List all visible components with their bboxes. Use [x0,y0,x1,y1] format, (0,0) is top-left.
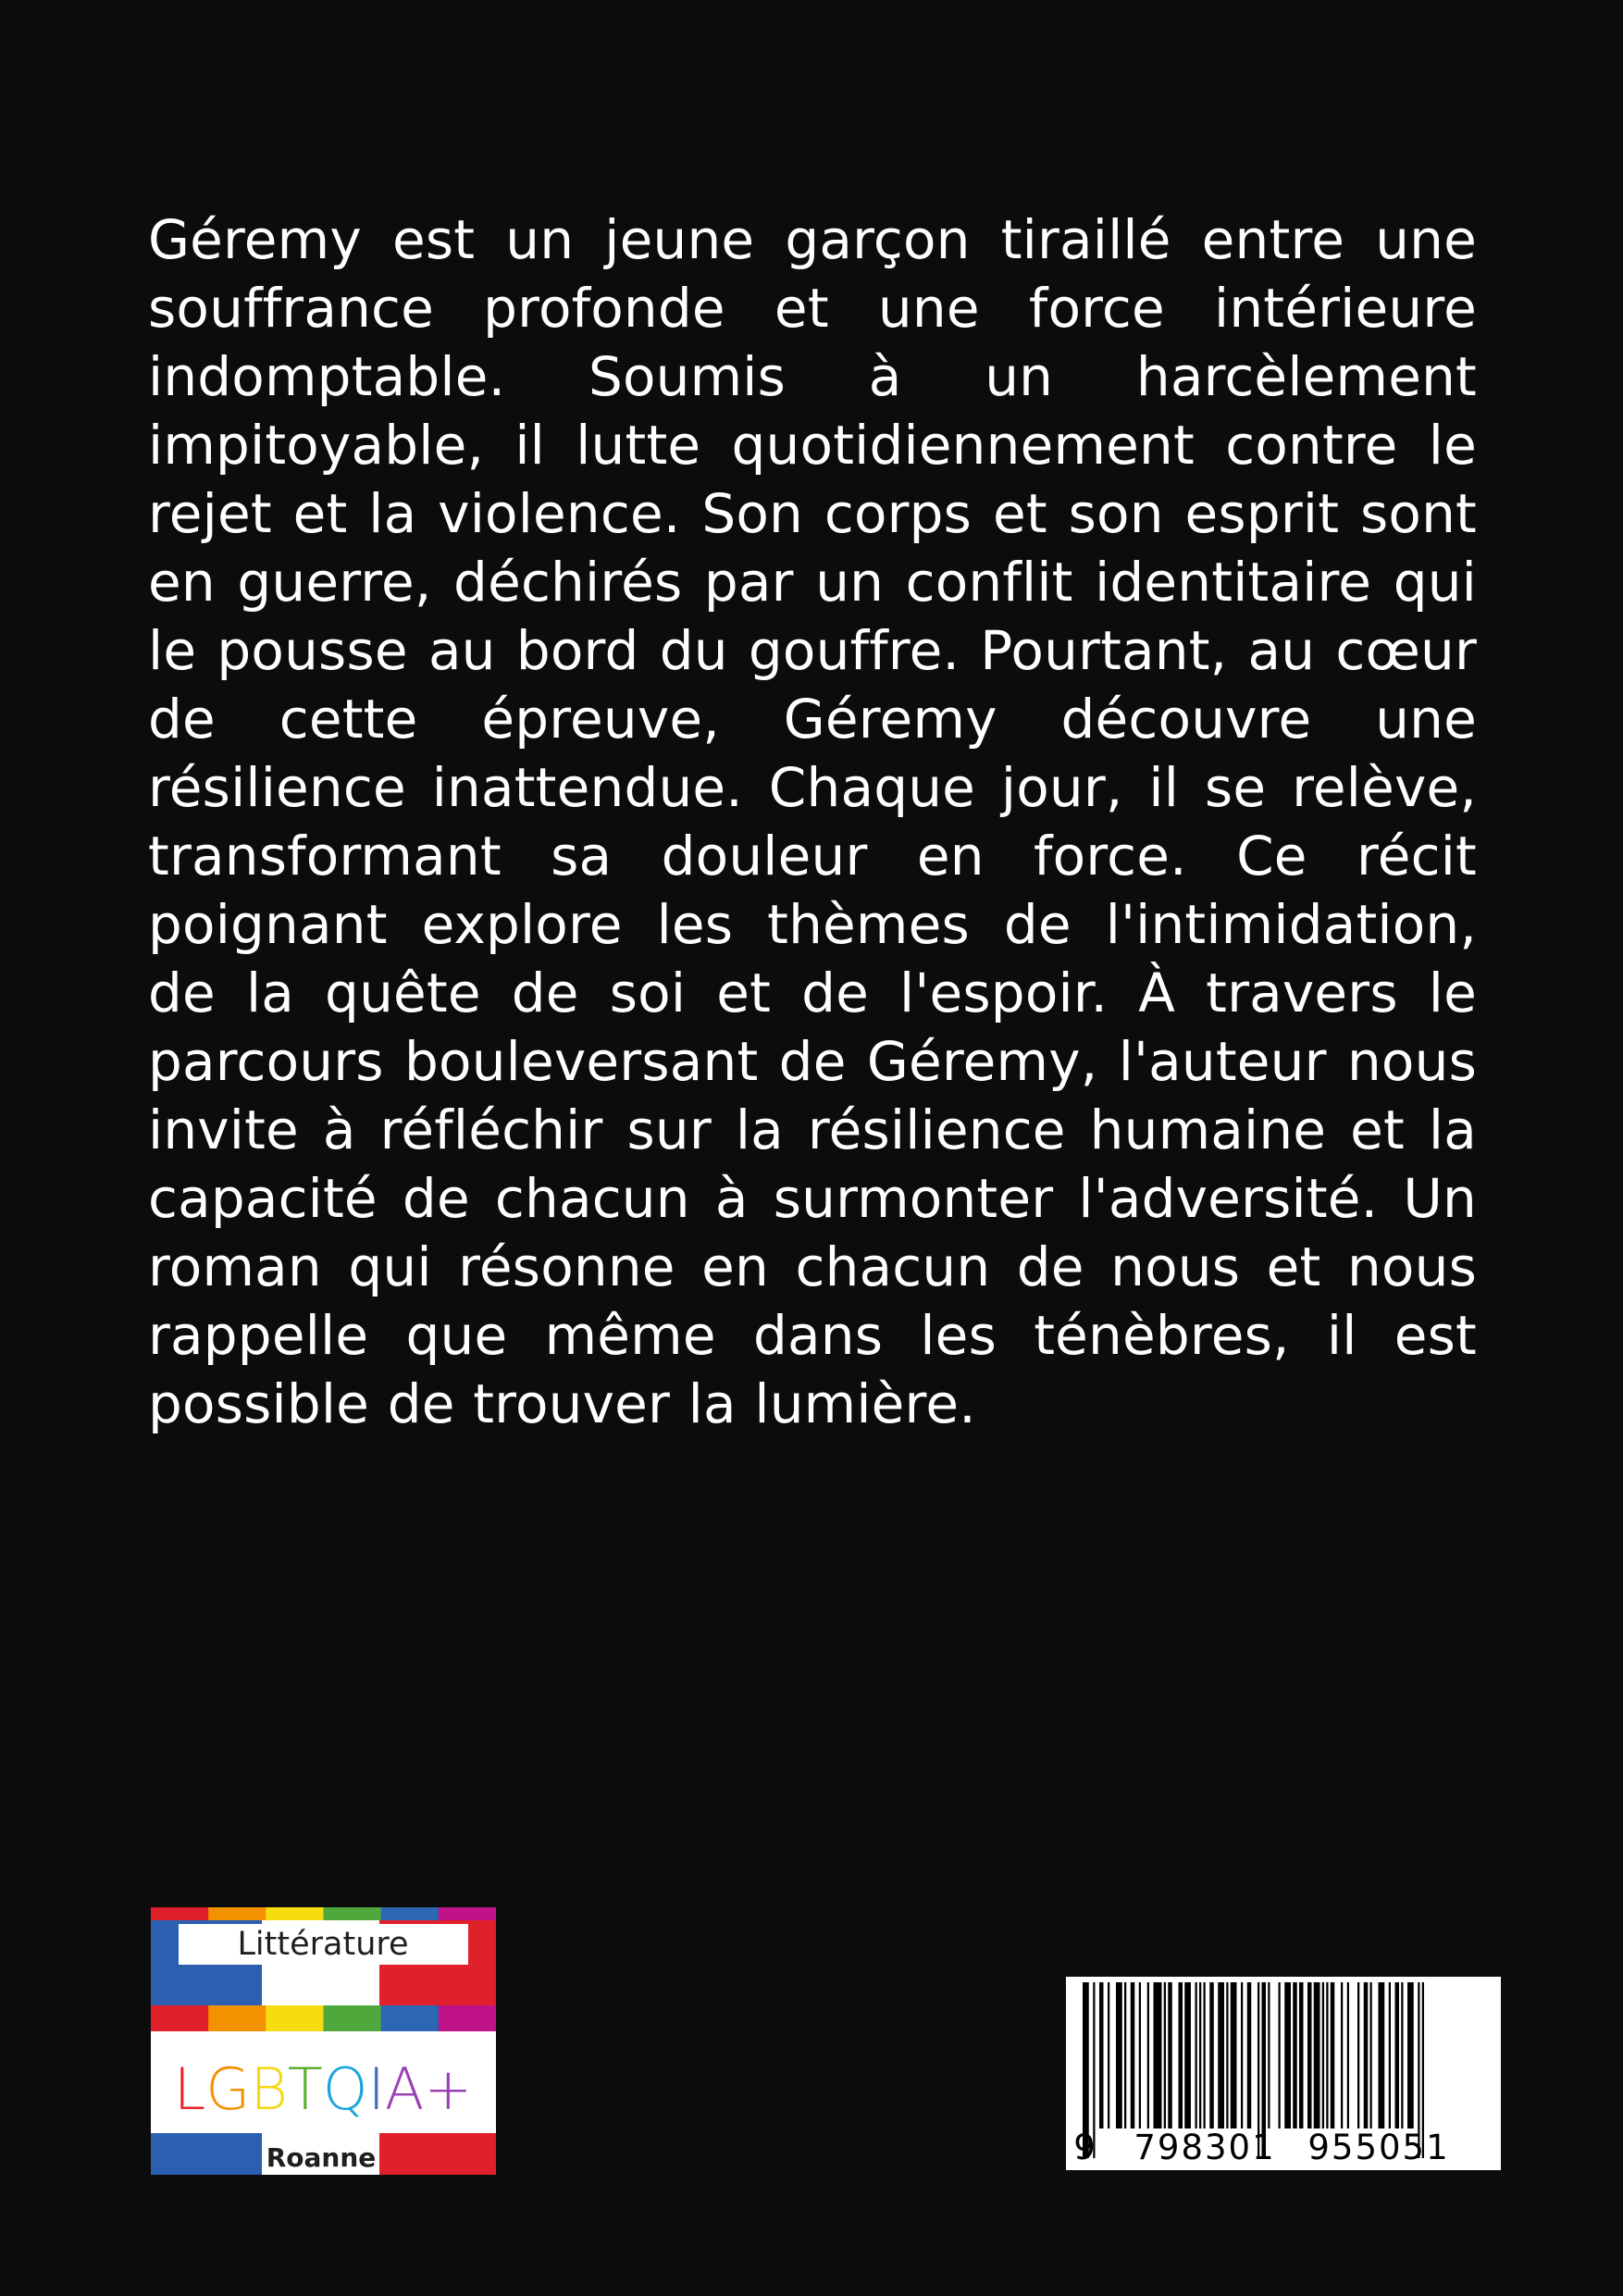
logo-stripe-segment [381,1907,440,1920]
logo-middle-stripe [151,2005,496,2031]
logo-stripe-segment [208,1907,266,1920]
barcode-bar [1139,1982,1141,2128]
barcode-bar [1299,1982,1304,2128]
logo-letter: + [424,2055,473,2123]
barcode-bar [1179,1982,1183,2128]
barcode-bar [1164,1982,1166,2128]
barcode-bar [1099,1982,1104,2128]
barcode-bar [1209,1982,1214,2128]
barcode-bar [1389,1982,1391,2128]
barcode-bar [1116,1982,1122,2128]
barcode-right-digits: 955051 [1307,2128,1450,2167]
barcode-bar [1279,1982,1281,2128]
logo-top-stripe [151,1907,496,1920]
barcode-bar [1307,1982,1312,2128]
logo-stripe-segment [439,2005,496,2031]
barcode-bar [1184,1982,1191,2128]
barcode-bar [1231,1982,1237,2128]
logo-stripe-segment [151,1907,209,1920]
barcode-bar [1322,1982,1324,2128]
barcode-bar [1401,1982,1403,2128]
barcode-bar [1284,1982,1291,2128]
logo-top-label: Littérature [237,1926,409,1963]
logo-bottom-red-block [379,2133,496,2175]
barcode-bar [1341,1982,1343,2128]
logo-bottom-label: Roanne [266,2142,377,2173]
barcode-bar [1154,1982,1162,2128]
barcode-bar [1379,1982,1385,2128]
barcode-bar [1357,1982,1359,2128]
barcode-bar [1131,1982,1135,2128]
logo-letter: B [250,2055,288,2123]
barcode-bar [1108,1982,1109,2128]
logo-letter: L [173,2055,206,2123]
logo-letter: Q [322,2055,368,2123]
barcode-bar [1347,1982,1349,2128]
barcode-bar [1293,1982,1297,2128]
logo-stripe-segment [439,1907,496,1920]
logo-letter: I [367,2055,385,2123]
barcode-bar [1395,1982,1400,2128]
logo-center-white-block [262,1963,379,2005]
isbn-barcode [1066,1977,1501,2170]
barcode-bar [1331,1982,1335,2128]
barcode-bar [1326,1982,1328,2128]
barcode-bar [1168,1982,1172,2128]
barcode-left-digits: 798301 [1134,2128,1276,2167]
barcode-bar [1226,1982,1228,2128]
barcode-bar [1314,1982,1320,2128]
logo-lgbtqia-wordmark [174,2055,473,2123]
back-cover-blurb: Géremy est un jeune garçon tiraillé entre une souffrance profonde et une force intérieure indomptable. Soumis à un harcèlement impitoyable, il lutte quotidiennement contre le rejet et la violence. Son corps et son esprit sont en guerre, déchirés par un conflit identitaire qui le pousse au bord du gouffre. Pourtant, au cœur de cette épreuve, Géremy découvre une résilience inattendue. Chaque jour, il se relève, transformant sa douleur en force. Ce récit poignant explore les thèmes de l'intimidation, de la quête de soi et de l'espoir. À travers le parcours bouleversant de Géremy, l'auteur nous invite à réfléchir sur la résilience humaine et la capacité de chacun à surmonter l'adversité. Un roman qui résonne en chacun de nous et nous rappelle que même dans les ténèbres, il est possible de trouver la lumière. [148,208,1477,1435]
barcode-bar [1204,1982,1206,2128]
barcode-bar [1124,1982,1126,2128]
logo-letter: A [384,2055,425,2123]
barcode-bar [1147,1982,1149,2128]
barcode-bar [1199,1982,1201,2128]
barcode-bar [1407,1982,1414,2128]
logo-stripe-segment [266,2005,324,2031]
logo-stripe-segment [324,1907,382,1920]
logo-letter: G [205,2055,251,2123]
logo-stripe-segment [208,2005,266,2031]
barcode-bar [1247,1982,1252,2128]
logo-stripe-segment [266,1907,324,1920]
logo-letter: T [287,2055,323,2123]
logo-stripe-segment [151,2005,209,2031]
barcode-bar [1370,1982,1372,2128]
logo-stripe-segment [324,2005,382,2031]
barcode-bar [1196,1982,1197,2128]
barcode-bar [1218,1982,1224,2128]
logo-bottom-blue-block [151,2133,262,2175]
barcode-first-digit: 9 [1073,2128,1096,2167]
logo-stripe-segment [381,2005,440,2031]
litterature-lgbtqia-roanne-logo [151,1907,496,2175]
barcode-bar [1364,1982,1369,2128]
barcode-bar [1241,1982,1243,2128]
barcode-bar [1268,1982,1270,2128]
